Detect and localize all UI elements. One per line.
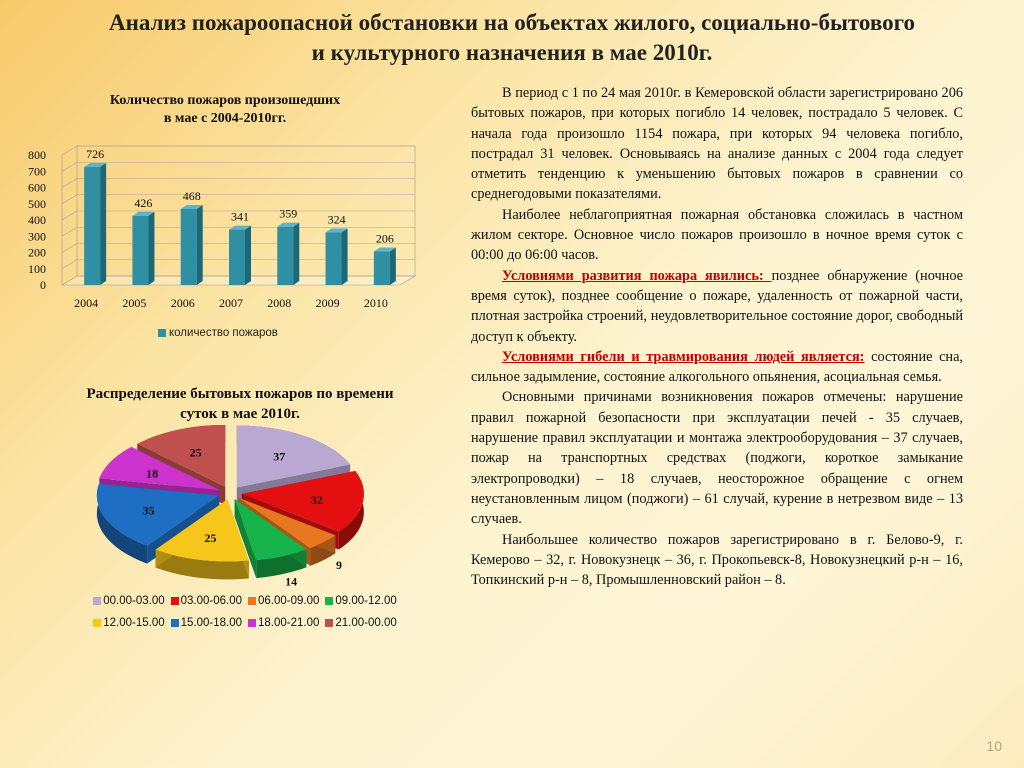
bar-2008: [277, 223, 299, 285]
bar-legend-label: количество пожаров: [169, 327, 278, 339]
pie-legend-label: 09.00-12.00: [335, 595, 397, 607]
bar-chart-gridline: [62, 195, 415, 204]
pie-legend-label: 15.00-18.00: [180, 617, 242, 629]
bar-chart-gridline: [62, 162, 415, 171]
pie-legend-swatch: [248, 619, 256, 627]
bar-front: [181, 209, 197, 285]
pie-legend-swatch: [171, 597, 179, 605]
pie-data-label: 14: [285, 574, 298, 589]
bar-side: [390, 248, 396, 285]
pie-data-label: 25: [204, 530, 217, 545]
bar-data-label: 468: [182, 188, 201, 203]
bar-data-label: 359: [279, 206, 298, 221]
paragraph-3-body: позднее обнаружение (ночное время суток), позднее сообщение о пожаре, удаленность от пожарной части, плотная застройка строений, неудовлетворительное состояние дорог, свободный доступ к объекту.: [471, 267, 963, 345]
pie-chart-title-line1: Распределение бытовых пожаров по времени: [86, 386, 394, 402]
bar-chart-x-tick-label: 2005: [122, 296, 147, 310]
bar-chart-title-line1: Количество пожаров произошедших: [109, 93, 341, 108]
pie-legend-item: [248, 617, 319, 629]
bar-chart-y-tick-label: 0: [40, 278, 46, 292]
pie-legend-item: [325, 595, 396, 607]
page-title-line1: Анализ пожароопасной обстановки на объектах жилого, социально-бытового: [109, 10, 915, 35]
bar-data-label: 726: [86, 147, 105, 162]
bar-data-label: 341: [231, 209, 249, 224]
bar-chart-gridline: [62, 146, 415, 155]
page-title: [40, 8, 984, 68]
pie-legend-swatch: [171, 619, 179, 627]
bar-chart: [0, 140, 440, 320]
bar-side: [100, 163, 106, 285]
pie-legend-swatch: [248, 597, 256, 605]
pie-legend-item: [325, 617, 396, 629]
paragraph-4: [471, 347, 963, 388]
pie-legend-item: [248, 595, 319, 607]
pie-chart-plot: [97, 425, 364, 588]
pie-legend-label: 06.00-09.00: [258, 595, 320, 607]
bar-chart-x-tick-label: 2006: [170, 296, 195, 310]
pie-legend-item: [171, 595, 242, 607]
paragraph-3-heading: Условиями развития пожара явились:: [502, 267, 772, 284]
pie-data-label: 9: [335, 558, 342, 573]
bar-side: [148, 212, 154, 285]
pie-chart-title: [50, 384, 430, 424]
pie-legend-label: 03.00-06.00: [180, 595, 242, 607]
paragraph-4-heading: Условиями гибели и травмирования людей является:: [502, 348, 865, 365]
paragraph-2: Наиболее неблагоприятная пожарная обстановка сложилась в частном жилом секторе. Основное число пожаров произошло в ночное время суток с 00:00 до 06:00 часов.: [471, 206, 963, 264]
bar-front: [374, 252, 390, 285]
bar-data-label: 206: [375, 231, 394, 246]
bar-front: [84, 167, 100, 285]
pie-data-label: 35: [142, 503, 155, 518]
pie-legend-label: 18.00-21.00: [258, 617, 320, 629]
paragraph-1: В период с 1 по 24 мая 2010г. в Кемеровской области зарегистрировано 206 бытовых пожаров, при которых погибло 14 человек, пострадало 5 человек. С начала года произошло 1154 пожара, при которых 94 человека погибло, пострадал 31 человек. Основываясь на анализе данных с 2004 года следует отметить тенденцию к уменьшению бытовых пожаров в сравнении со среднегодовыми показателями.: [471, 85, 963, 203]
bar-chart-y-tick-label: 500: [28, 196, 46, 211]
pie-legend-item: [171, 617, 242, 629]
pie-data-label: 25: [189, 445, 202, 460]
bar-front: [132, 216, 148, 285]
bar-side: [197, 205, 203, 285]
bar-2010: [374, 248, 396, 285]
bar-chart-plot: [28, 146, 415, 310]
pie-data-label: 18: [146, 466, 159, 481]
bar-side: [245, 226, 251, 285]
pie-legend-label: 00.00-03.00: [103, 595, 165, 607]
bar-chart-x-tick-label: 2010: [363, 296, 388, 310]
bar-data-label: 324: [327, 212, 346, 227]
bar-chart-legend: [158, 327, 278, 339]
bar-data-label: 426: [134, 195, 153, 210]
paragraph-5: Основными причинами возникновения пожаров отмечены: нарушение правил пожарной безопасности при эксплуатации печей - 35 случаев, нарушение правил эксплуатации и монтажа электрооборудования – 37 случаев, пожар на транспортных средствах (поджоги, короткое замыкание электропроводки) – 18 случаев, неосторожное обращение с огнем неустановленным лицом (поджоги) – 61 случай, курение в нетрезвом виде – 13 случаев.: [471, 389, 963, 528]
bar-chart-y-tick-label: 800: [28, 148, 46, 162]
pie-chart-title-line2: суток в мае 2010г.: [180, 406, 300, 422]
bar-chart-y-tick-label: 200: [28, 245, 46, 260]
paragraph-4-body: состояние сна, сильное задымление, состояние алкогольного опьянения, асоциальная семья.: [471, 348, 964, 386]
bar-chart-x-tick-label: 2009: [315, 296, 340, 310]
pie-chart-legend: [60, 595, 430, 639]
bar-legend-swatch: [158, 329, 166, 337]
bar-chart-y-tick-label: 400: [28, 213, 46, 227]
bar-2004: [84, 163, 106, 285]
page-title-line2: и культурного назначения в мае 2010г.: [311, 40, 713, 65]
pie-legend-swatch: [93, 597, 101, 605]
bar-side: [293, 223, 299, 285]
bar-side: [342, 228, 348, 285]
paragraph-3: [471, 266, 963, 347]
page-number: 10: [986, 738, 1002, 754]
bar-chart-x-tick-label: 2008: [267, 296, 292, 310]
bar-2006: [181, 205, 203, 285]
bar-chart-title-line2: в мае с 2004-2010гг.: [163, 111, 287, 126]
paragraph-6: Наибольшее количество пожаров зарегистрировано в г. Белово-9, г. Кемерово – 32, г. Новокузнецк – 36, г. Прокопьевск-8, Новокузнецкий р-н – 16, Топкинский р-н – 8, Промышленновский район – 8.: [471, 531, 963, 589]
bar-chart-y-tick-label: 300: [28, 229, 46, 244]
bar-front: [277, 227, 293, 285]
bar-chart-y-tick-label: 100: [28, 261, 46, 276]
pie-data-label: 32: [310, 493, 323, 508]
pie-legend-row: [60, 617, 430, 629]
pie-chart: [80, 425, 380, 590]
bar-2007: [229, 226, 251, 285]
bar-chart-y-tick-label: 700: [28, 164, 46, 179]
pie-legend-swatch: [93, 619, 101, 627]
pie-legend-label: 12.00-15.00: [103, 617, 165, 629]
bar-2009: [326, 228, 348, 285]
pie-legend-swatch: [325, 597, 333, 605]
pie-legend-item: [93, 617, 164, 629]
bar-front: [326, 232, 342, 285]
pie-data-label: 37: [273, 449, 286, 464]
bar-chart-gridline: [62, 179, 415, 188]
bar-2005: [132, 212, 154, 285]
bar-chart-x-tick-label: 2007: [219, 296, 243, 310]
bar-chart-x-tick-label: 2004: [74, 296, 99, 310]
pie-legend-row: [60, 595, 430, 607]
analysis-text: [471, 83, 963, 590]
pie-legend-item: [93, 595, 164, 607]
pie-legend-swatch: [325, 619, 333, 627]
pie-legend-label: 21.00-00.00: [335, 617, 397, 629]
bar-front: [229, 230, 245, 285]
bar-chart-title: [60, 92, 390, 128]
bar-chart-y-tick-label: 600: [28, 180, 46, 195]
